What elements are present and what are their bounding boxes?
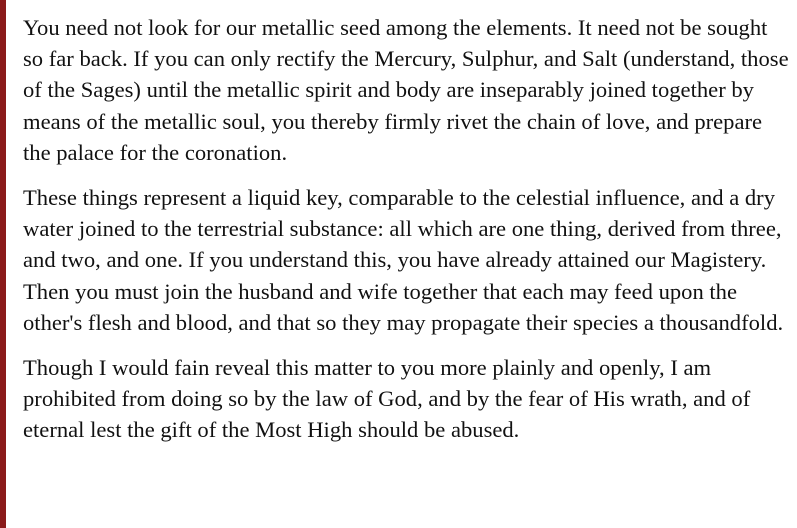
left-margin-rule xyxy=(0,0,6,528)
paragraph-1: You need not look for our metallic seed among the elements. It need not be sought so far back. If you can only rectify the Mercury, Sulphur, and Salt (understand, those of the Sages) until the metallic spirit and body are inseparably joined together by means of the metallic soul, you thereby firmly rivet the chain of love, and prepare the palace for the coronation. xyxy=(23,15,789,165)
text-column xyxy=(23,12,791,446)
paragraph-3: Though I would fain reveal this matter to you more plainly and openly, I am prohibited from doing so by the law of God, and by the fear of His wrath, and of eternal lest the gift of the Most High should be abused. xyxy=(23,355,751,443)
paragraph-2: These things represent a liquid key, comparable to the celestial influence, and a dry water joined to the terrestrial substance: all which are one thing, derived from three, and two, and one. If you understand this, you have already attained our Magistery. Then you must join the husband and wife together that each may feed upon the other's flesh and blood, and that so they may propagate their species a thousandfold. xyxy=(23,185,784,335)
